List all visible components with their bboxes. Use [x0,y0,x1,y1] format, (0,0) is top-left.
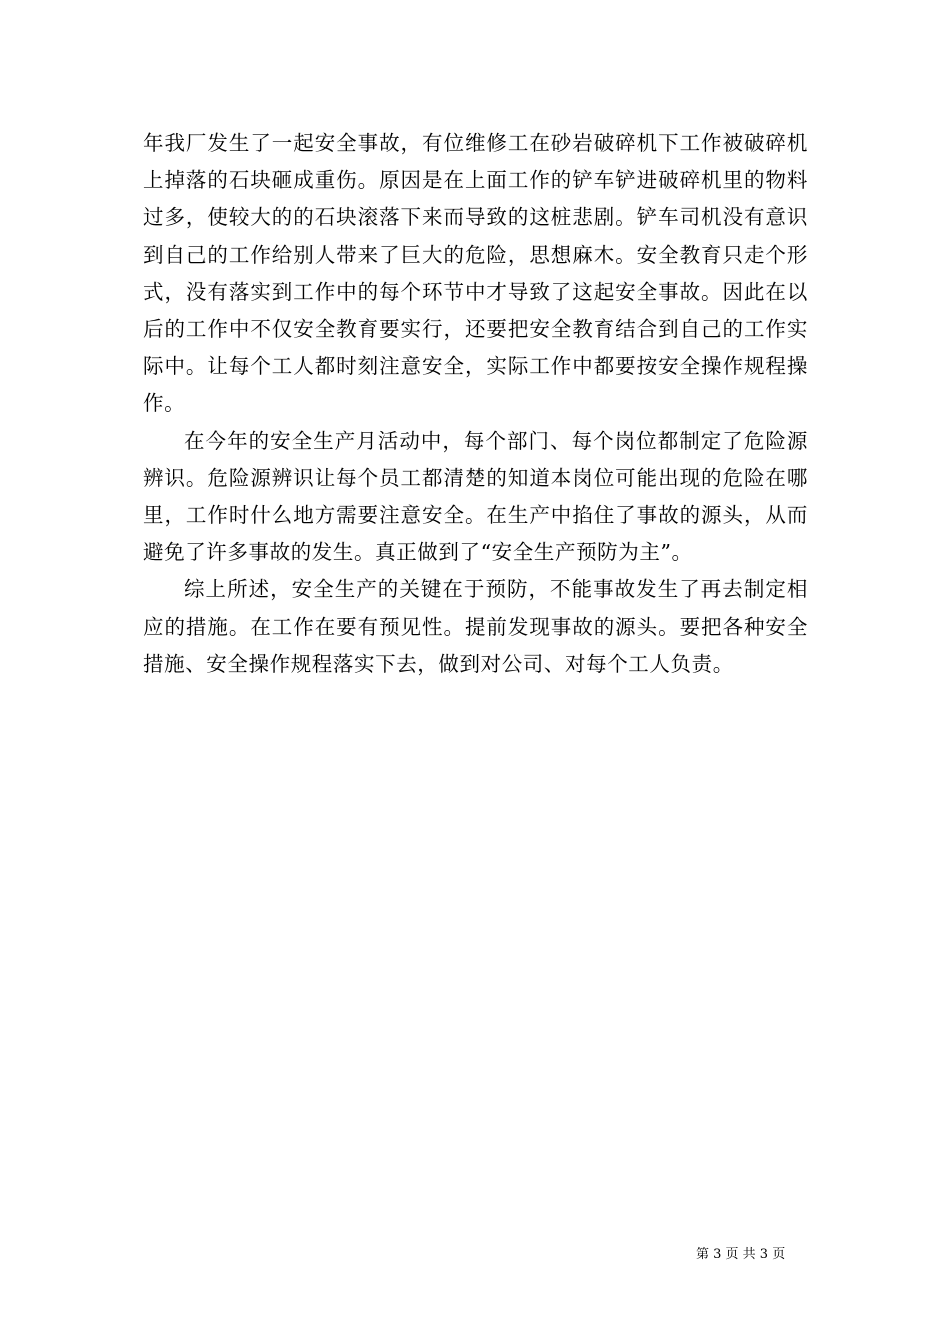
paragraph-3: 综上所述，安全生产的关键在于预防，不能事故发生了再去制定相应的措施。在工作在要有预见性。提前发现事故的源头。要把各种安全措施、安全操作规程落实下去，做到对公司、对每个工人负责。 [143,577,808,676]
paragraph-1: 年我厂发生了一起安全事故，有位维修工在砂岩破碎机下工作被破碎机上掉落的石块砸成重伤。原因是在上面工作的铲车铲进破碎机里的物料过多，使较大的的石块滚落下来而导致的这桩悲剧。铲车司机没有意识到自己的工作给别人带来了巨大的危险，思想麻木。安全教育只走个形式，没有落实到工作中的每个环节中才导致了这起安全事故。因此在以后的工作中不仅安全教育要实行，还要把安全教育结合到自己的工作实际中。让每个工人都时刻注意安全，实际工作中都要按安全操作规程操作。 [143,131,808,416]
page-number-footer: 第 3 页 共 3 页 [696,1247,786,1262]
document-body [143,125,808,683]
paragraph-2: 在今年的安全生产月活动中，每个部门、每个岗位都制定了危险源辨识。危险源辨识让每个员工都清楚的知道本岗位可能出现的危险在哪里，工作时什么地方需要注意安全。在生产中掐住了事故的源头，从而避免了许多事故的发生。真正做到了“安全生产预防为主”。 [143,428,808,565]
